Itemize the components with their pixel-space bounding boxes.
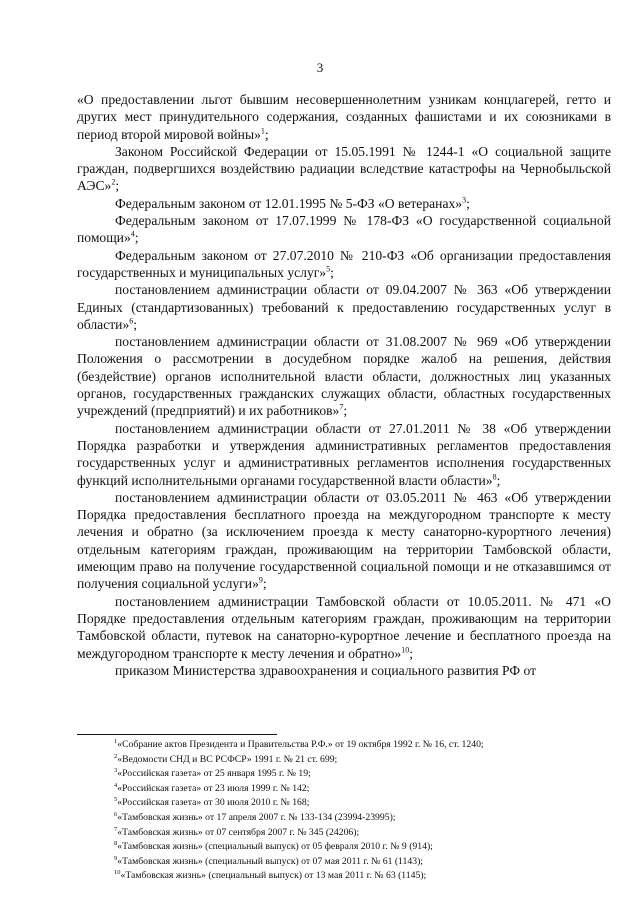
paragraph-3: Федеральным законом от 12.01.1995 № 5-ФЗ «О ветеранах»$^3$; [115, 195, 470, 211]
footnote-9: $^9$«Тамбовская жизнь» (специальный выпуск) от 07 мая 2011 г. № 61 (1143); [114, 854, 423, 867]
footnote-1: $^1$«Собрание актов Президента и Правительства Р.Ф.» от 19 октября 1992 г. № 16, ст. 1240; [114, 737, 484, 750]
paragraph-11: приказом Министерства здравоохранения и социального развития РФ от [115, 662, 537, 678]
paragraph-7: постановлением администрации области от 31.08.2007 № 969 «Об утверждении Положения о рассмотрении в досудебном порядке жалоб на решения, действия (бездействие) органов исполнительной власти области, должностных лиц указанных органов, государственных гражданских служащих области, областных государственных учреждений (предприятий) и их работников»$^7$; [77, 334, 611, 419]
footnote-divider [77, 734, 277, 735]
paragraph-2: Законом Российской Федерации от 15.05.1991 № 1244-1 «О социальной защите граждан, подвергшихся воздействию радиации вследствие катастрофы на Чернобыльской АЭС»$^2$; [77, 143, 611, 194]
footnote-5: $^5$«Российская газета» от 30 июля 2010 г. № 168; [114, 796, 310, 809]
footnotes [114, 738, 614, 884]
paragraph-10: постановлением администрации Тамбовской области от 10.05.2011. № 471 «О Порядке предоставления отдельным категориям граждан, проживающим на территории Тамбовской области, путевок на санаторно-курортное лечение и бесплатного проезда на междугородном транспорте к месту лечения и обратно»$^{10}$; [77, 593, 611, 661]
footnote-10: $^{10}$«Тамбовская жизнь» (специальный выпуск) от 13 мая 2011 г. № 63 (1145); [114, 869, 427, 882]
footnote-3: $^3$«Российская газета» от 25 января 1995 г. № 19; [114, 766, 311, 780]
paragraph-9: постановлением администрации области от 03.05.2011 № 463 «Об утверждении Порядка предоставления бесплатного проезда на междугородном транспорте к месту лечения и обратно (за исключением проезда к месту санаторно-курортного лечения) отдельным категориям граждан, проживающим на территории Тамбовской области, имеющим право на получение государственной социальной помощи и не отказавшимся от получения социальной услуги»$^9$; [77, 489, 611, 592]
paragraph-1: «О предоставлении льгот бывшим несовершеннолетним узникам концлагерей, гетто и других мест принудительного содержания, созданных фашистами и их союзниками в период второй мировой войны»$^1$; [77, 92, 611, 142]
footnote-7: $^7$«Тамбовская жизнь» от 07 сентября 2007 г. № 345 (24206); [114, 825, 360, 838]
footnote-4: $^4$«Российская газета» от 23 июля 1999 г. № 142; [114, 781, 310, 794]
document-body [77, 91, 611, 679]
footnote-2: $^2$«Ведомости СНД и ВС РСФСР» 1991 г. № 21 ст. 699; [114, 752, 338, 765]
paragraph-6: постановлением администрации области от 09.04.2007 № 363 «Об утверждении Единых (стандартизованных) требований к предоставлению государственных услуг в области»$^6$; [77, 282, 611, 332]
footnote-8: $^8$«Тамбовская жизнь» (специальный выпуск) от 05 февраля 2010 г. № 9 (914); [114, 839, 433, 853]
paragraph-4: Федеральным законом от 17.07.1999 № 178-ФЗ «О государственной социальной помощи»$^4$; [77, 213, 611, 246]
footnote-6: $^6$«Тамбовская жизнь» от 17 апреля 2007 г. № 133-134 (23994-23995); [114, 810, 396, 823]
paragraph-5: Федеральным законом от 27.07.2010 № 210-ФЗ «Об организации предоставления государственных и муниципальных услуг»$^5$; [77, 247, 611, 280]
paragraph-8: постановлением администрации области от 27.01.2011 № 38 «Об утверждении Порядка разработки и утверждения административных регламентов предоставления государственных услуг и административных регламентов исполнения государственных функций исполнительными органами государственной власти области»$^8$; [77, 420, 611, 488]
page-number: 3 [316, 60, 324, 75]
